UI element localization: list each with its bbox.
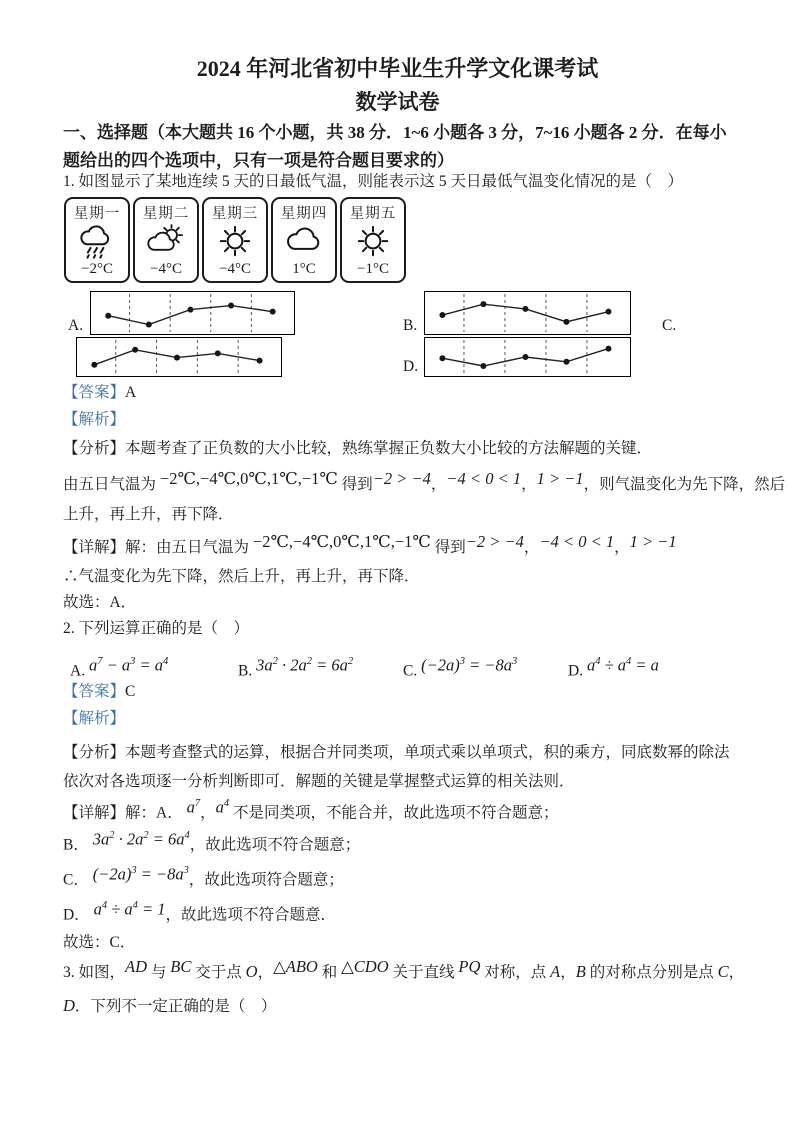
weather-card [202,197,268,283]
xiangjie-label: 【详解】 [63,804,126,822]
q2-jiexi-line [63,709,125,729]
option-formula: $3a^2 \cdot 2a^2 = 6a^2$ [256,655,354,675]
q2-option-d [568,657,659,682]
weather-temp: −4°C [219,261,251,277]
text-segment: ，故此选项不符合题意； [189,836,361,854]
q2-choose-line: 故选：C． [63,934,136,951]
answer-label: 【答案】 [63,384,126,401]
option-label: A. [70,662,86,680]
text-segment: ，故此选项符合题意； [188,871,344,889]
math-segment: O [245,962,258,981]
q2-option-c [403,657,517,682]
text-segment: 解：A． [125,804,183,822]
text-segment: 解：由五日气温为 [125,539,253,556]
q1-chart-c [76,337,282,377]
q1-answer-line [63,383,136,403]
fenxi-label: 【分析】 [63,440,126,457]
text-segment: ．下列不一定正确的是（ ） [74,998,277,1015]
fenxi-label: 【分析】 [63,744,126,761]
weather-table [64,197,406,283]
q1-xiangjie-line [63,532,677,558]
section-heading: 一、选择题（本大题共 16 个小题，共 38 分．1~6 小题各 3 分，7~16 小题各 2 分．在每小题给出的四个选项中，只有一项是符合题目要求的） [63,123,727,170]
text-segment: ， [430,476,447,493]
q1-fenxi-line [63,439,652,459]
sun-icon [351,223,395,261]
text-segment: ， [257,964,274,981]
math-segment: B [575,962,586,981]
q3-stem-line2 [63,996,276,1017]
option-label: C． [63,871,89,889]
text-segment: ， [200,804,216,822]
q2-fenxi-line [63,738,739,796]
weather-temp: −1°C [357,261,389,277]
compare-formula: −2 > −4 [465,532,524,551]
temps-formula: −2℃,−4℃,0℃,1℃,−1℃ [159,469,338,488]
answer-value: C [125,683,136,700]
option-label: C. [403,662,418,680]
rain-cloud-icon [75,223,119,261]
option-formula: $a^7 - a^3 = a^4$ [88,655,169,675]
weather-temp: −2°C [81,261,113,277]
option-label: D． [63,906,90,924]
weather-day-label: 星期三 [211,206,259,222]
q1-derivation-line2: 上升，再上升，再下降． [63,506,234,523]
formula: $(-2a)^3 = -8a^3$ [92,864,189,884]
text-segment: ，则气温变化为先下降，然后 [583,476,786,493]
text-segment: 的对称点分别是点 [585,964,718,981]
text-segment: 和 [317,964,342,981]
cloud-icon [282,223,326,261]
formula: $a^7$ [186,797,201,817]
option-label: D. [568,662,584,680]
math-segment: △ABO [273,957,318,976]
q2-answer-line [63,682,135,702]
weather-day-label: 星期一 [73,206,121,222]
q1-chart-d [424,337,631,377]
page-subtitle: 数学试卷 [355,90,440,114]
xiangjie-label: 【详解】 [63,539,126,556]
q2-detail-b [63,831,360,856]
math-segment: PQ [458,957,481,976]
text-segment: 不是同类项，不能合并，故此选项不符合题意； [229,804,559,822]
text-segment: ， [614,539,630,556]
math-segment: C [717,962,729,981]
compare-formula: −4 < 0 < 1 [446,469,522,488]
compare-formula: 1 > −1 [536,469,584,488]
text-segment: ，故此选项不符合题意． [165,906,337,924]
q2-option-a [70,657,168,682]
sun-icon [213,223,257,261]
jiexi-label: 【解析】 [63,411,126,428]
weather-temp: 1°C [292,261,316,277]
text-segment: ， [521,476,537,493]
q1-derivation-line1 [63,469,786,495]
weather-temp: −4°C [150,261,182,277]
math-segment: A [550,962,561,981]
formula: $a^4 \div a^4 = 1$ [93,899,166,919]
weather-day-label: 星期二 [142,206,190,222]
q2-detail-d [63,901,336,926]
temps-formula: −2℃,−4℃,0℃,1℃,−1℃ [252,532,431,551]
answer-value: A [125,384,137,401]
answer-label: 【答案】 [63,683,126,700]
q1-stem: 1. 如图显示了某地连续 5 天的日最低气温，则能表示这 5 天日最低气温变化情况的是（ ） [63,173,684,190]
text-segment: 得到 [337,476,373,493]
weather-card [64,197,130,283]
text-segment: ， [560,964,576,981]
q1-therefore-line: ∴气温变化为先下降，然后上升，再上升，再下降． [63,568,420,585]
weather-day-label: 星期五 [349,206,397,222]
q1-chart-b [424,291,631,335]
compare-formula: 1 > −1 [629,532,677,551]
q1-choose-line: 故选：A． [63,594,137,611]
weather-card [340,197,406,283]
option-formula: $(-2a)^3 = -8a^3$ [421,655,518,675]
sun-cloud-icon [144,223,188,261]
q1-option-a-label: A. [68,317,84,334]
text-segment: 关于直线 [388,964,459,981]
q1-jiexi-line [63,410,125,430]
text-segment: 得到 [430,539,466,556]
fenxi-text: 本题考查整式的运算，根据合并同类项，单项式乘以单项式，积的乘方，同底数幂的除法依次对各选项逐一分析判断即可．解题的关键是掌握整式运算的相关法则． [63,744,730,790]
option-formula: $a^4 \div a^4 = a$ [586,655,659,675]
q1-option-b-label: B. [403,317,418,334]
page-title: 2024 年河北省初中毕业生升学文化课考试 [196,56,599,81]
text-segment: 3. 如图， [63,964,126,981]
jiexi-label: 【解析】 [63,710,126,727]
text-segment: 对称，点 [480,964,551,981]
weather-day-label: 星期四 [280,206,328,222]
compare-formula: −2 > −4 [372,469,431,488]
text-segment: 由五日气温为 [63,476,160,493]
q1-option-c-label: C. [662,317,677,334]
q3-stem-line1 [63,957,745,983]
math-segment: AD [125,957,148,976]
fenxi-text: 本题考查了正负数的大小比较，熟练掌握正负数大小比较的方法解题的关键． [125,440,653,457]
q2-detail-c [63,866,344,891]
math-segment: △CDO [341,957,389,976]
formula: $3a^2 \cdot 2a^2 = 6a^4$ [92,829,190,849]
formula: $a^4$ [215,797,230,817]
option-label: B． [63,836,89,854]
q2-stem: 2. 下列运算正确的是（ ） [63,620,250,637]
text-segment: ， [728,964,745,981]
math-segment: D [63,996,75,1015]
text-segment: 与 [147,964,171,981]
text-segment: ， [523,539,540,556]
weather-card [133,197,199,283]
q2-detail-a [63,799,559,824]
q1-option-d-label: D. [403,358,419,375]
q1-chart-a [90,291,295,335]
compare-formula: −4 < 0 < 1 [539,532,615,551]
weather-card [271,197,337,283]
q2-option-b [238,657,353,682]
text-segment: 交于点 [191,964,246,981]
option-label: B. [238,662,253,680]
math-segment: BC [170,957,192,976]
